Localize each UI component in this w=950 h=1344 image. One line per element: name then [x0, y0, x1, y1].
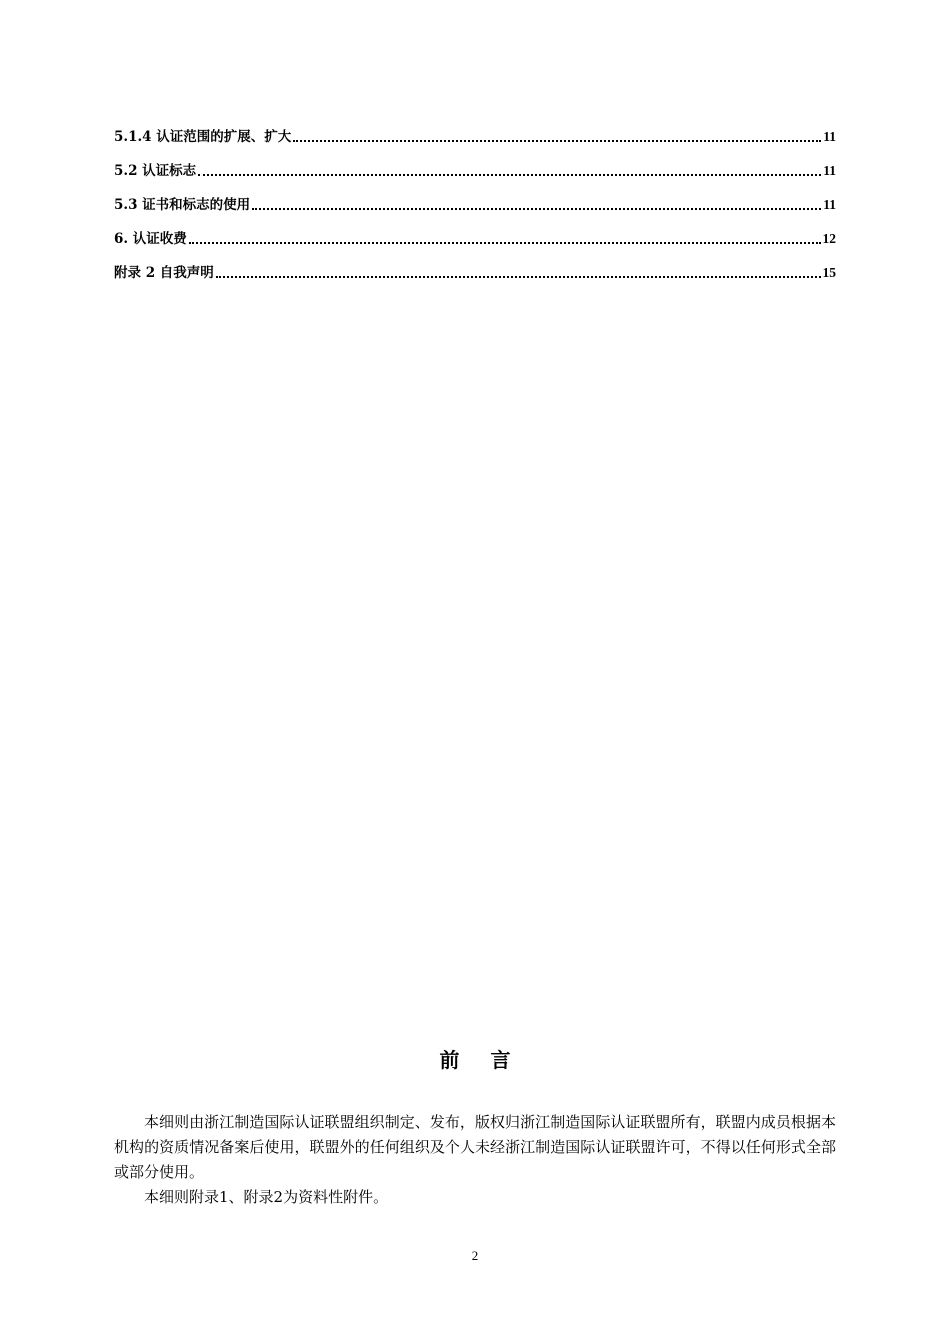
toc-entry-label: 附录 2 自我声明 [114, 265, 214, 281]
preface-title: 前 言 [439, 1048, 523, 1072]
toc-entry-page: 12 [822, 231, 836, 246]
preface-body [114, 1110, 836, 1210]
toc-entry-label: 6. 认证收费 [114, 231, 187, 247]
toc-entry[interactable] [114, 128, 836, 146]
toc-entry-label: 5.1.4 认证范围的扩展、扩大 [114, 129, 292, 145]
toc-entry-page: 11 [823, 129, 836, 144]
toc-dot-leader [189, 242, 821, 244]
toc-dot-leader [293, 140, 821, 142]
toc-entry-label: 5.3 证书和标志的使用 [114, 197, 251, 213]
toc-entry[interactable] [114, 162, 836, 180]
toc-dot-leader [198, 174, 821, 176]
toc-dot-leader [252, 208, 821, 210]
toc-entry[interactable] [114, 264, 836, 282]
toc-entry-label: 5.2 认证标志 [114, 163, 197, 179]
toc-entry-page: 15 [822, 265, 836, 280]
toc-entry-page: 11 [823, 163, 836, 178]
table-of-contents [114, 128, 836, 298]
preface-paragraph: 本细则附录1、附录2为资料性附件。 [144, 1188, 389, 1206]
preface-paragraph: 本细则由浙江制造国际认证联盟组织制定、发布，版权归浙江制造国际认证联盟所有，联盟内成员根据本机构的资质情况备案后使用，联盟外的任何组织及个人未经浙江制造国际认证联盟许可，不得以任何形式全部或部分使用。 [114, 1113, 836, 1181]
toc-dot-leader [216, 276, 821, 278]
toc-entry[interactable] [114, 196, 836, 214]
toc-entry[interactable] [114, 230, 836, 248]
toc-entry-page: 11 [823, 197, 836, 212]
page-number: 2 [471, 1248, 479, 1263]
